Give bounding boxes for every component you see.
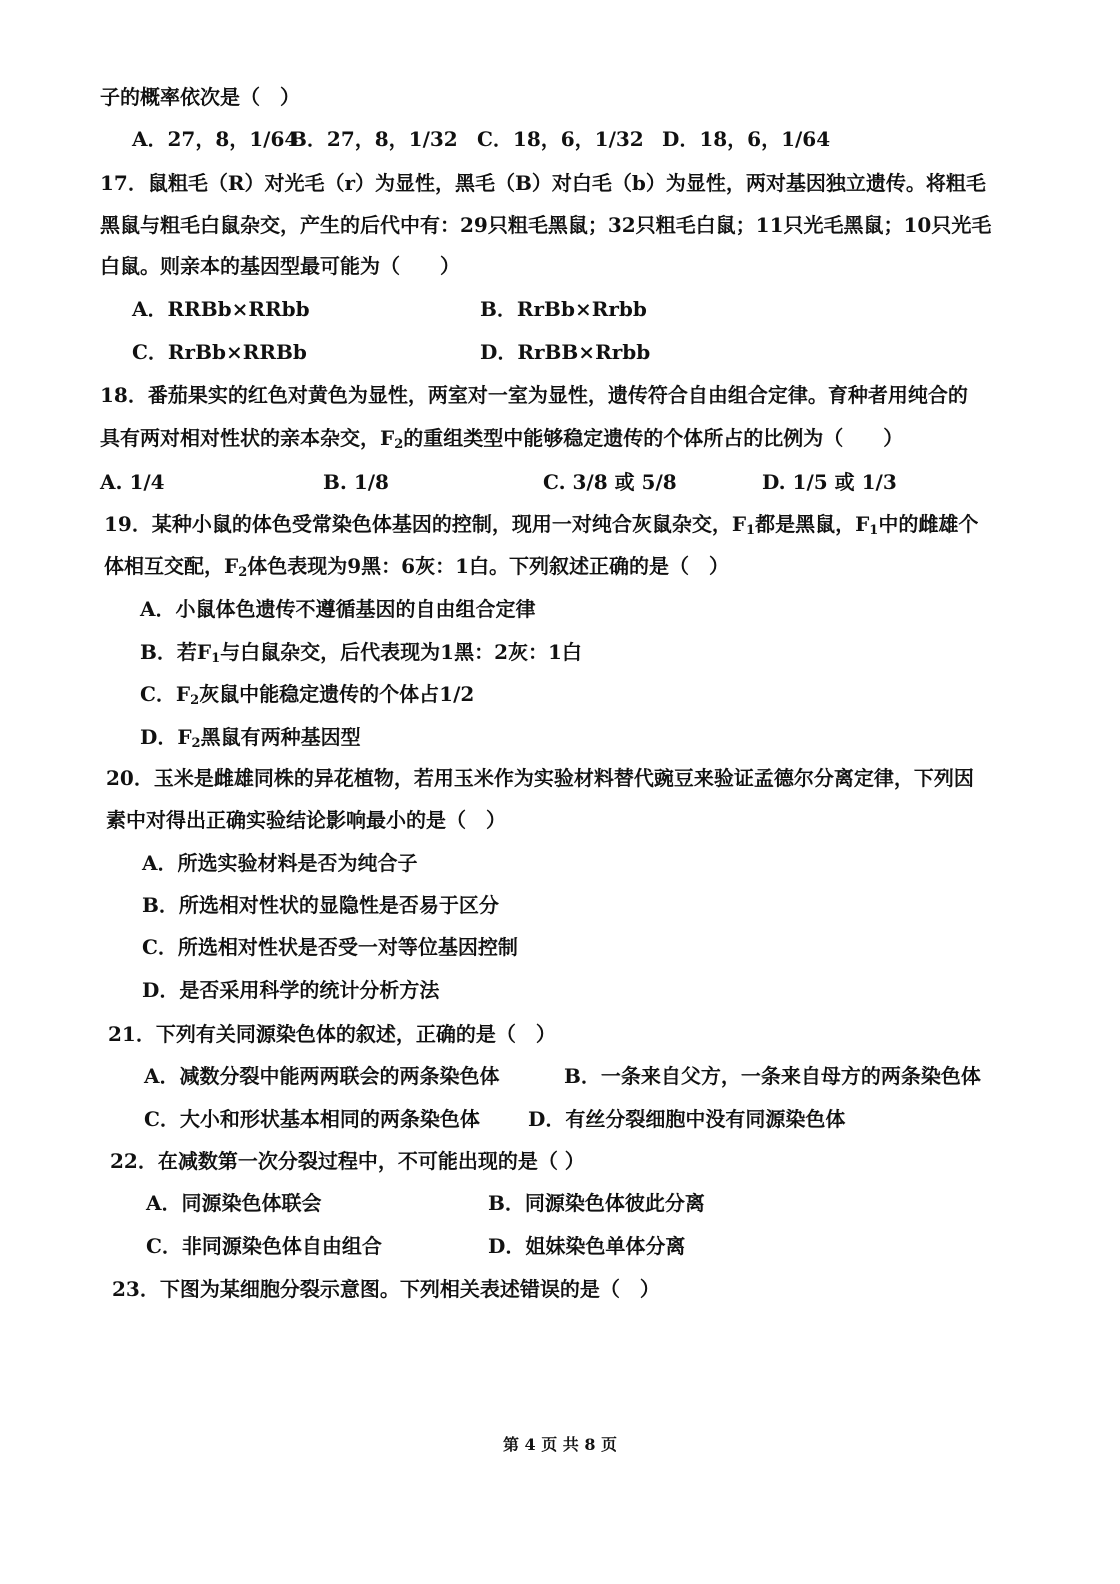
- q18-line-2-pre: 具有两对相对性状的亲本杂交，F: [100, 426, 395, 450]
- q16-stem-tail: 子的概率依次是（ ）: [100, 85, 300, 109]
- q19-option-c-pre: C．F: [140, 682, 191, 706]
- q18-option-b: B. 1/8: [323, 470, 389, 494]
- q18-option-d: D. 1/5 或 1/3: [762, 470, 897, 494]
- q21-option-c: C．大小和形状基本相同的两条染色体: [144, 1107, 480, 1131]
- q18-line-2-sub: 2: [394, 437, 404, 452]
- q19-line-1-sub-2: 1: [869, 523, 879, 538]
- q19-line-2-sub: 2: [238, 565, 248, 580]
- q18-option-a: A. 1/4: [100, 470, 165, 494]
- q19-option-b-post: 与白鼠杂交，后代表现为1黑：2灰：1白: [220, 640, 582, 664]
- q20-option-a: A．所选实验材料是否为纯合子: [142, 851, 418, 875]
- q17-line-1: 17．鼠粗毛（R）对光毛（r）为显性，黑毛（B）对白毛（b）为显性，两对基因独立遗传。将粗毛: [100, 171, 986, 195]
- q19-option-d-post: 黑鼠有两种基因型: [200, 725, 361, 749]
- q19-line-2: [104, 553, 729, 579]
- q20-option-d: D．是否采用科学的统计分析方法: [142, 978, 440, 1002]
- q19-option-c-post: 灰鼠中能稳定遗传的个体占1/2: [199, 682, 475, 706]
- q19-line-1-post: 中的雌雄个: [878, 512, 979, 536]
- q16-option-b: B．27，8，1/32: [290, 127, 458, 151]
- q19-option-c-sub: 2: [190, 693, 200, 708]
- q20-line-1: 20．玉米是雌雄同株的异花植物，若用玉米作为实验材料替代豌豆来验证孟德尔分离定律，下列因: [106, 766, 974, 790]
- q22-line-1: 22．在减数第一次分裂过程中，不可能出现的是（ ）: [110, 1149, 585, 1173]
- q22-option-d: D．姐妹染色单体分离: [488, 1234, 686, 1258]
- q20-option-c: C．所选相对性状是否受一对等位基因控制: [142, 935, 518, 959]
- q19-option-c: [140, 681, 474, 707]
- q19-line-1-mid: 都是黑鼠，F: [755, 512, 870, 536]
- q18-line-2: [100, 425, 903, 451]
- q19-option-d: [140, 724, 361, 750]
- q21-option-d: D．有丝分裂细胞中没有同源染色体: [528, 1107, 846, 1131]
- q21-option-a: A．减数分裂中能两两联会的两条染色体: [144, 1064, 500, 1088]
- q19-option-d-sub: 2: [191, 736, 201, 751]
- q17-option-d: D．RrBB×Rrbb: [480, 340, 651, 364]
- q17-option-a: A．RRBb×RRbb: [132, 297, 310, 321]
- q19-line-1-sub-1: 1: [746, 523, 756, 538]
- q16-option-c: C．18，6，1/32: [477, 127, 644, 151]
- q19-option-d-pre: D．F: [140, 725, 192, 749]
- q17-line-3: 白鼠。则亲本的基因型最可能为（ ）: [100, 254, 460, 278]
- q19-line-1: [104, 511, 978, 537]
- q20-line-2: 素中对得出正确实验结论影响最小的是（ ）: [106, 808, 506, 832]
- q20-option-b: B．所选相对性状的显隐性是否易于区分: [142, 893, 499, 917]
- q18-option-c: C. 3/8 或 5/8: [543, 470, 677, 494]
- q18-line-2-post: 的重组类型中能够稳定遗传的个体所占的比例为（ ）: [403, 426, 904, 450]
- q18-line-1: 18．番茄果实的红色对黄色为显性，两室对一室为显性，遗传符合自由组合定律。育种者用纯合的: [100, 383, 968, 407]
- q19-line-1-pre: 19．某种小鼠的体色受常染色体基因的控制，现用一对纯合灰鼠杂交，F: [104, 512, 747, 536]
- q17-option-c: C．RrBb×RRBb: [132, 340, 307, 364]
- q19-line-2-pre: 体相互交配，F: [104, 554, 239, 578]
- q19-option-b: [140, 639, 582, 665]
- q23-line-1: 23．下图为某细胞分裂示意图。下列相关表述错误的是（ ）: [112, 1277, 660, 1301]
- q19-option-b-pre: B．若F: [140, 640, 212, 664]
- q16-option-d: D．18，6，1/64: [662, 127, 831, 151]
- q17-line-2: 黑鼠与粗毛白鼠杂交，产生的后代中有：29只粗毛黑鼠；32只粗毛白鼠；11只光毛黑鼠；10只光毛: [100, 213, 992, 237]
- page-footer: 第 4 页 共 8 页: [502, 1435, 618, 1454]
- q19-line-2-post: 体色表现为9黑：6灰：1白。下列叙述正确的是（ ）: [247, 554, 729, 578]
- q16-options: [132, 126, 1032, 152]
- q19-option-a: A．小鼠体色遗传不遵循基因的自由组合定律: [140, 597, 536, 621]
- q16-option-a: A．27，8，1/64: [132, 127, 299, 151]
- q21-line-1: 21．下列有关同源染色体的叙述，正确的是（ ）: [108, 1022, 556, 1046]
- q21-option-b: B．一条来自父方，一条来自母方的两条染色体: [564, 1064, 981, 1088]
- q17-option-b: B．RrBb×Rrbb: [480, 297, 647, 321]
- q22-option-c: C．非同源染色体自由组合: [146, 1234, 382, 1258]
- q22-option-b: B．同源染色体彼此分离: [488, 1191, 705, 1215]
- q19-option-b-sub: 1: [211, 651, 221, 666]
- q22-option-a: A．同源染色体联会: [146, 1191, 322, 1215]
